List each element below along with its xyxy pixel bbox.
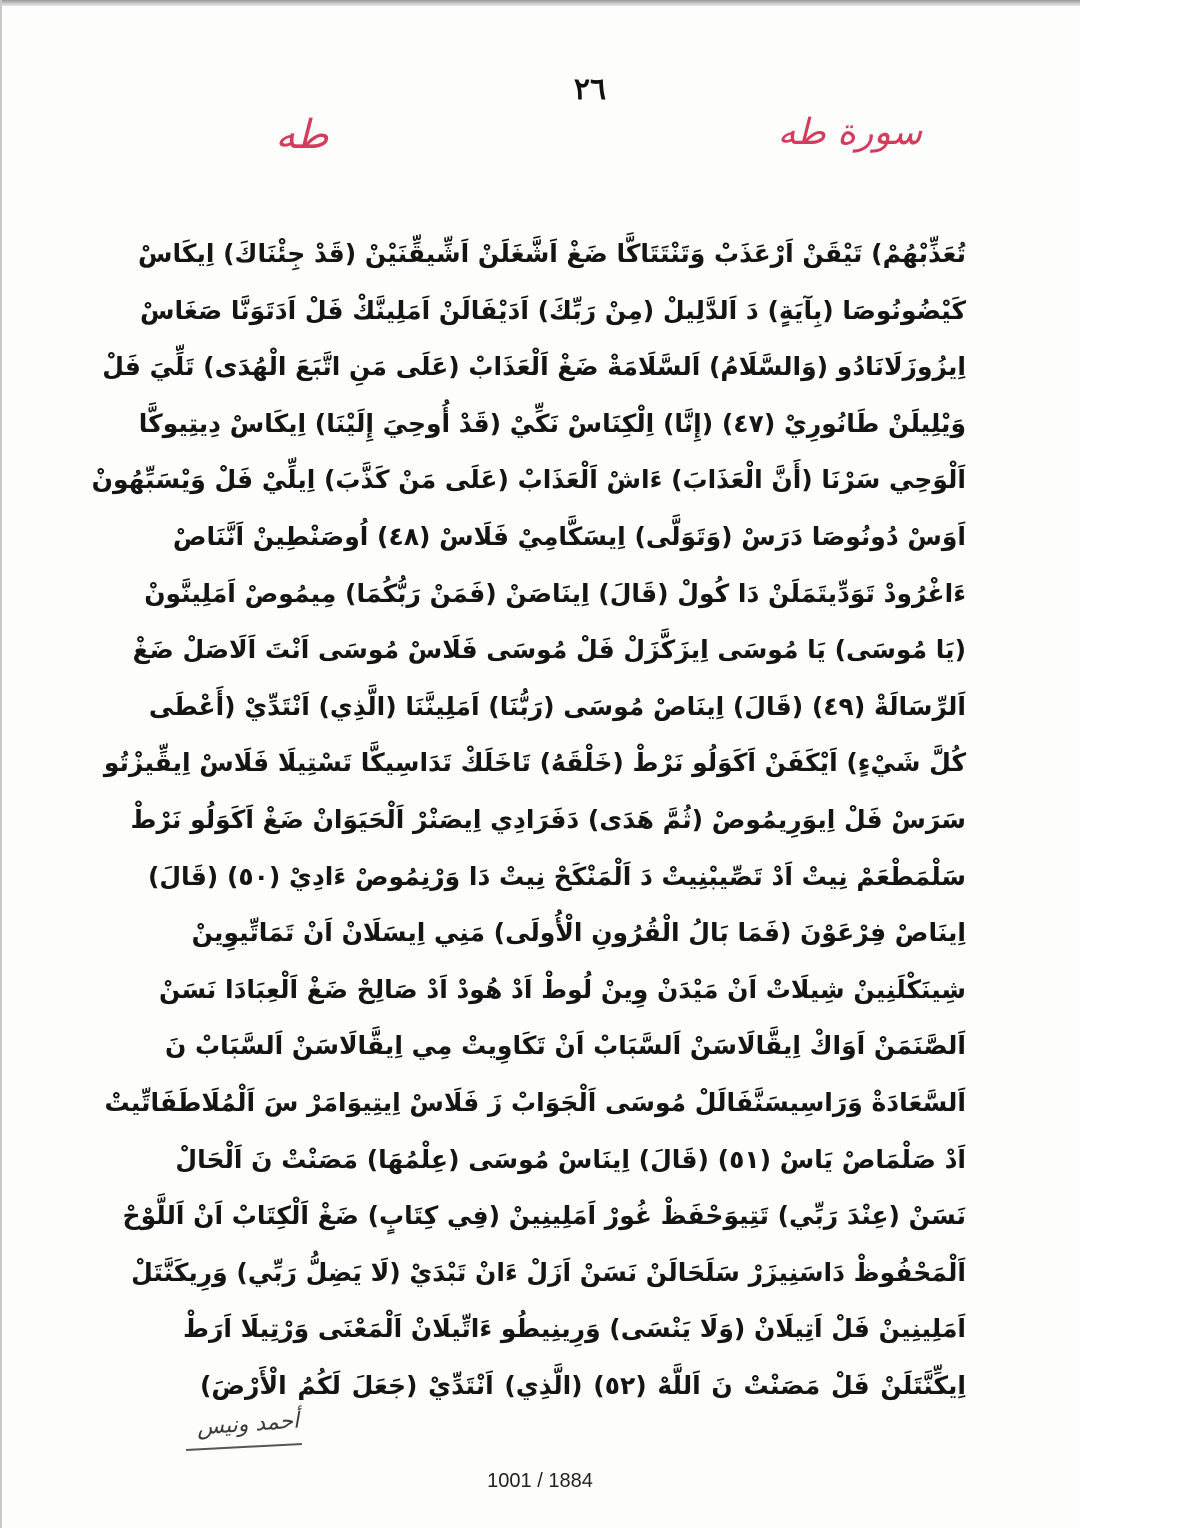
text-line: (يَا مُوسَى) يَا مُوسَى اِيزَكَّزَلْ فَلْ مُوسَى فَلَاسْ مُوسَى اَنْتَ اَلَاصَلْ ضَغْ — [132, 635, 966, 665]
surah-annotation-left: طه — [275, 112, 329, 158]
text-line: اَدْ صَلْمَاصْ يَاسْ (٥١) (قَالَ) اِينَاسْ مُوسَى (عِلْمُهَا) مَصَنْتْ نَ اَلْحَالْ — [175, 1144, 966, 1174]
text-line: سَرَسْ فَلْ اِيوَرِيمُوصْ (ثُمَّ هَدَى) دَفَرَادِي اِيصَنْرْ اَلْحَيَوَانْ ضَغْ اَكَوَلُو نَرْطْ — [130, 804, 966, 834]
text-line: اِينَاصْ فِرْعَوْنَ (فَمَا بَالُ الْقُرُونِ الْأُولَى) مَنِي اِيسَلَانْ اَنْ تَمَاتِّيوِينْ — [191, 918, 966, 948]
text-line: اِيكِّنَّتَلَنْ فَلْ مَصَنْتْ نَ اَللَّهْ (٥٢) (الَّذِي) اَنْتَدِّيْ (جَعَلَ لَكُمُ الْأَرْضَ) — [200, 1370, 966, 1400]
page-counter: 1001 / 1884 — [487, 1470, 593, 1492]
text-line: اَلْوَحِي سَرْنَا (أَنَّ الْعَذَابَ) ءَاشْ اَلْعَذَابْ (عَلَى مَنْ كَذَّبَ) اِيلِّيْ فَلْ وَيْسَبِّهُونْ — [91, 465, 966, 495]
text-line: اَلرِّسَالَةْ (٤٩) (قَالَ) اِينَاصْ مُوسَى (رَبُّنَا) اَمَلِينَّنَا (الَّذِي) اَنْتَدِّيْ (أَعْطَى — [148, 691, 966, 721]
text-line: سَلْمَطْعَمْ نِيتْ اَدْ تَصِّيبْنِيتْ دَ اَلْمَنْكَحْ نِيتْ دَا وَرْنِمُوصْ ءَادِيْ (٥٠) (قَالَ) — [147, 861, 966, 891]
text-line: اَلصَّنَمَنْ اَوَاكْ اِيقَّالَاسَنْ اَلسَّبَابْ اَنْ تَكَاوِيتْ مِي اِيقَّالَاسَنْ اَلسَّبَابْ نَ — [165, 1031, 966, 1061]
page-left-edge — [0, 0, 2, 1528]
text-line: ءَاغْرُودْ تَوَدِّيتَمَلَنْ دَا كُولْ (قَالَ) اِينَاصَنْ (فَمَنْ رَبُّكُمَا) مِيمُوصْ اَمَلِينَّونْ — [144, 578, 966, 608]
surah-annotation-right: سورة طه — [777, 112, 923, 153]
handwritten-signature: أحمد ونيس — [196, 1408, 300, 1441]
text-line: اَلسَّعَادَةْ وَرَاسِيسَنَّفَالَلْ مُوسَى اَلْجَوَابْ زَ فَلَاسْ اِيتِيوَامَرْ سَ اَلْمُلَاطَفَاتِّيتْ — [104, 1087, 966, 1117]
text-line: تُعَذِّبْهُمْ) تَيْقَنْ اَرْعَذَبْ وَتَنْتَتَاكَّا ضَغْ اَشَّغَلَنْ اَشِّيقِّنَيْنْ (قَدْ جِئْنَاكَ) اِيكَاسْ — [138, 239, 966, 268]
translation-text-block — [91, 226, 966, 1414]
text-line: كُلَّ شَيْءٍ) اَيْكَفَنْ اَكَوَلُو نَرْطْ (خَلْقَهُ) تَاخَلَكْ تَدَاسِيكَّا تَسْتِيلَا فَلَاسْ اِيقِّيزْتُو — [103, 748, 966, 778]
text-line: اَلْمَحْفُوظْ دَاسَنِيزَرْ سَلَحَالَنْ نَسَنْ اَزَلْ ءَانْ تَبْدَيْ (لَا يَضِلُّ رَبِّي) وَرِيكَنَّتَلْ — [131, 1257, 966, 1287]
page-top-edge — [0, 0, 1080, 6]
text-line: شِينَكْلَنِينْ شِيلَاتْ اَنْ مَيْدَنْ وِينْ لُوطْ اَدْ هُودْ اَدْ صَالِحْ ضَغْ اَلْعِبَادَا نَسَنْ — [158, 974, 966, 1004]
text-line: كَيْضُونُوصَا (بِآيَةٍ) دَ اَلدَّلِيلْ (مِنْ رَبِّكَ) اَدَيْفَالَنْ اَمَلِينَّكْ فَلْ اَدَتَوَنَّا صَغَاسْ — [140, 295, 966, 325]
text-line: اَوَسْ دُونُوصَا دَرَسْ (وَتَوَلَّى) اِيسَكَّامِيْ فَلَاسْ (٤٨) اُوصَنْطِينْ اَنَّنَاصْ — [172, 521, 966, 551]
text-line: وَيْلِيلَنْ طَانُورِيْ (٤٧) (إِنَّا) اِلْكِنَاسْ نَكِّيْ (قَدْ أُوحِيَ إِلَيْنَا) اِيكَاسْ دِيتِيوكَّا — [138, 408, 966, 438]
text-line: نَسَنْ (عِنْدَ رَبِّي) تَتِيوَحْفَظْ غُورْ اَمَلِينِينْ (فِي كِتَابٍ) ضَغْ اَلْكِتَابْ اَنْ اَللَّوْحْ — [122, 1201, 966, 1231]
signature-underline — [186, 1443, 302, 1451]
text-line: اَمَلِينِينْ فَلْ اَتِيلَانْ (وَلَا يَنْسَى) وَرِينِيطُو ءَاتِّيلَانْ اَلْمَعْنَى وَرْتِيلَا اَرَطْ — [183, 1314, 966, 1344]
page-number: ٢٦ — [573, 72, 607, 107]
text-line: اِيزُوزَلَانَادُو (وَالسَّلَامُ) اَلسَّلَامَةْ ضَغْ اَلْعَذَابْ (عَلَى مَنِ اتَّبَعَ الْهُدَى) تَلِّيَ فَلْ — [102, 352, 966, 382]
